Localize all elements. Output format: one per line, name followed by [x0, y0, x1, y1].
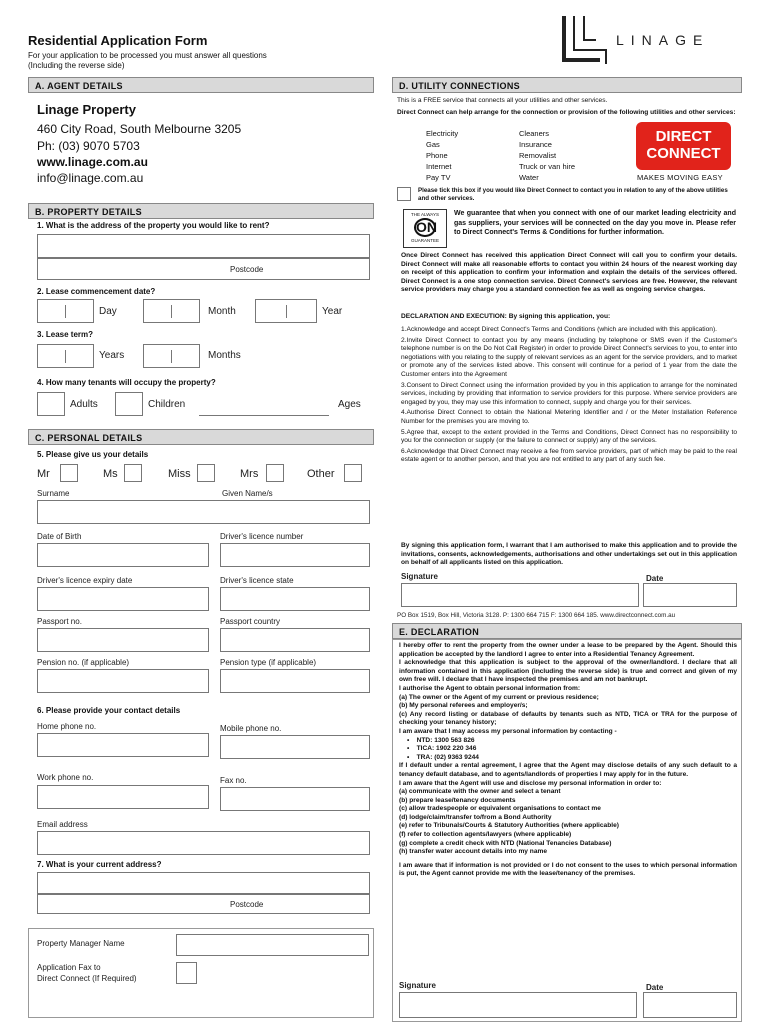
personal-details-heading: C. PERSONAL DETAILS [28, 429, 374, 445]
home-phone-label: Home phone no. [37, 722, 97, 731]
property-manager-field[interactable] [176, 934, 369, 956]
title-miss-label: Miss [168, 468, 191, 480]
children-label: Children [148, 399, 186, 410]
declaration-item: 3.Consent to Direct Connect using the information provided by you in this application to arrange for the nominated services, including by providing that information to service providers for this purpose. Where service providers are engaged by you, they may use this information to connect, supply and charge you for their services. [401, 381, 737, 406]
declaration-item: 2.Invite Direct Connect to contact you by any means (including by telephone or SMS even if the Customer's telephone number is on the Do Not Call Register) in order to provide Direct Connect's services to you, to enter into negotiations with you relating to the supply of relevant services as an agent for the service providers, and to market or promote any of the services listed above. This consent will continue for a period of 1 year from the date the Customer enters into the Agreement [401, 336, 737, 378]
declaration-item: 6.Acknowledge that Direct Connect may receive a fee from service providers, part of which may be paid to the real estate agent or to another person, and that you are not entitled to any part of any such fee. [401, 447, 737, 464]
linage-logo [560, 14, 610, 66]
home-phone-field[interactable] [37, 733, 209, 757]
declaration-paragraph: I am aware that if information is not provided or I do not consent to the uses to which personal information is put, the Agent cannot provide me with the lease/tenancy of the premises. [399, 861, 737, 878]
utility-item: Gas [426, 140, 440, 149]
licence-expiry-field[interactable] [37, 587, 209, 611]
warrant-text: By signing this application form, I warrant that I am authorised to make this application and to provide the invitations, consents, acknowledgements, authorisations and other undertakings set out in this application on behalf of all applicants listed on this application. [401, 542, 737, 566]
declaration-list-item: (c) Any record listing or database of defaults by tenants such as NTD, TICA or TRA for the purpose of checking your tenancy history; [399, 710, 737, 727]
declaration-signature-field[interactable] [399, 992, 637, 1018]
question-your-details: 5. Please give us your details [37, 450, 149, 459]
bullet-text: TICA: 1902 220 346 [416, 745, 477, 753]
question-lease-term: 3. Lease term? [37, 330, 94, 339]
fax-field[interactable] [220, 787, 370, 811]
property-address-field[interactable] [37, 234, 370, 258]
declaration-list-item: (a) The owner or the Agent of my current or previous residence; [399, 693, 599, 701]
pension-label: Pension no. (if applicable) [37, 658, 130, 667]
ages-label: Ages [338, 399, 361, 410]
utility-item: Insurance [519, 140, 552, 149]
property-details-heading: B. PROPERTY DETAILS [28, 203, 374, 219]
title-other-checkbox[interactable] [344, 464, 362, 482]
agent-website: www.linage.com.au [37, 155, 148, 169]
passport-country-label: Passport country [220, 617, 281, 626]
form-subtitle-2: (Including the reverse side) [28, 61, 125, 70]
fax-label: Fax no. [220, 776, 247, 785]
mobile-phone-label: Mobile phone no. [220, 724, 282, 733]
declaration-date-field[interactable] [643, 992, 737, 1018]
children-count-field[interactable] [115, 392, 143, 416]
ages-line[interactable] [199, 415, 329, 416]
always-on-badge [403, 209, 447, 248]
title-miss-checkbox[interactable] [197, 464, 215, 482]
declaration-date-label: Date [646, 983, 664, 992]
pension-type-label: Pension type (if applicable) [220, 658, 317, 667]
declaration-paragraph: I hereby offer to rent the property from the owner under a lease to be prepared by the Agent. Should this application be accepted by the landlord I agree to enter into a Residential Tenancy Agreement. [399, 642, 737, 658]
name-field[interactable] [37, 500, 370, 524]
badge-text: THE ALWAYS [411, 212, 439, 217]
utility-signature-field[interactable] [401, 583, 639, 607]
passport-field[interactable] [37, 628, 209, 652]
email-label: Email address [37, 820, 88, 829]
application-fax-label-2: Direct Connect (If Required) [37, 974, 137, 983]
utility-intro-2: Direct Connect can help arrange for the connection or provision of the following utilities and other services: [397, 109, 736, 116]
badge-text: GUARANTEE [410, 238, 439, 243]
title-mr-checkbox[interactable] [60, 464, 78, 482]
year-label: Year [322, 306, 343, 317]
question-lease-commencement: 2. Lease commencement date? [37, 287, 156, 296]
declaration-items [401, 326, 737, 465]
work-phone-label: Work phone no. [37, 773, 94, 782]
postcode-label: Postcode [230, 265, 264, 274]
agent-details-heading: A. AGENT DETAILS [28, 77, 374, 93]
bullet-text: NTD: 1300 563 826 [416, 736, 475, 744]
given-name-label: Given Name/s [222, 489, 273, 498]
dob-field[interactable] [37, 543, 209, 567]
pension-field[interactable] [37, 669, 209, 693]
utility-date-label: Date [646, 574, 664, 583]
current-postcode-label: Postcode [230, 900, 264, 909]
licence-state-field[interactable] [220, 587, 370, 611]
field-divider [171, 305, 172, 318]
field-divider [171, 350, 172, 363]
month-label: Month [208, 306, 236, 317]
pension-type-field[interactable] [220, 669, 370, 693]
adults-count-field[interactable] [37, 392, 65, 416]
field-divider [286, 305, 287, 318]
licence-number-field[interactable] [220, 543, 370, 567]
utility-list-1 [426, 128, 458, 183]
direct-connect-paragraph: Once Direct Connect has received this application Direct Connect will call you to confirm your details. Direct Connect will make all reasonable efforts to contact you within 24 hours of the nearest working day on receipt of this application to confirm your information and explain the details of the services offered. Direct Connect is a one stop connection service. Direct Connect's services are free. However, the relevant service providers may charge you a standard connection fee as well as ongoing service charges. [401, 252, 737, 294]
surname-label: Surname [37, 489, 70, 498]
declaration-execution-title: DECLARATION AND EXECUTION: By signing this application, you: [401, 313, 611, 320]
declaration-list-item: (g) complete a credit check with NTD (National Tenancies Database) [399, 839, 612, 847]
declaration-signature-label: Signature [399, 981, 436, 990]
declaration-list-item: (b) My personal referees and employer/s; [399, 702, 528, 710]
direct-connect-logo [636, 122, 731, 170]
property-manager-label: Property Manager Name [37, 939, 125, 948]
utility-item: Phone [426, 151, 448, 160]
work-phone-field[interactable] [37, 785, 209, 809]
passport-country-field[interactable] [220, 628, 370, 652]
declaration-paragraph: I am aware that I may access my personal information by contacting - [399, 727, 617, 735]
mobile-phone-field[interactable] [220, 735, 370, 759]
agent-email: info@linage.com.au [37, 171, 144, 185]
linage-logo-text: LINAGE [616, 32, 710, 48]
field-divider [65, 305, 66, 318]
licence-state-label: Driver's licence state [220, 576, 294, 585]
declaration-list-item: (e) refer to Tribunals/Courts & Statutory Authorities (where applicable) [399, 822, 619, 830]
declaration-paragraph: If I default under a rental agreement, I agree that the Agent may disclose details of any such default to a tenancy default database, and to agents/landlords of properties I may apply for in the future. [399, 762, 737, 778]
question-contact-details: 6. Please provide your contact details [37, 706, 181, 715]
declaration-item: 4.Authorise Direct Connect to obtain the National Metering Identifier and / or the Meter Installation Reference Number for the premises you are moving to. [401, 409, 737, 425]
utility-intro: This is a FREE service that connects all your utilities and other services. [397, 97, 608, 104]
direct-connect-address: PO Box 1519, Box Hill, Victoria 3128. P: 1300 664 715 F: 1300 664 185. www.directconnect.com.au [397, 612, 676, 619]
licence-expiry-label: Driver's licence expiry date [37, 576, 133, 585]
agent-address: 460 City Road, South Melbourne 3205 [37, 122, 242, 136]
title-other-label: Other [307, 468, 335, 480]
bullet-item: • TICA: 1902 220 346 [407, 745, 477, 753]
agent-name: Linage Property [37, 102, 136, 117]
direct-connect-tagline: MAKES MOVING EASY [637, 173, 723, 182]
form-title: Residential Application Form [28, 33, 208, 48]
declaration-heading: E. DECLARATION [392, 623, 742, 639]
field-divider [65, 350, 66, 363]
months-label: Months [208, 350, 241, 361]
bullet-item: • TRA: (02) 9363 9244 [407, 753, 479, 761]
licence-number-label: Driver's licence number [220, 532, 304, 541]
utility-item: Water [519, 173, 539, 182]
utility-contact-checkbox[interactable] [397, 187, 411, 201]
bullet-list [399, 737, 737, 763]
declaration-list-item: (a) communicate with the owner and select a tenant [399, 788, 561, 796]
current-postcode-field[interactable] [37, 894, 370, 914]
utility-item: Cleaners [519, 129, 550, 138]
bullet-text: TRA: (02) 9363 9244 [416, 753, 479, 761]
utility-tick-text: Please tick this box if you would like Direct Connect to contact you in relation to any of the above utilities and other services. [418, 187, 728, 202]
years-label: Years [99, 350, 125, 361]
guarantee-text: We guarantee that when you connect with one of our market leading electricity and gas suppliers, your services will be connected on the day you move in. Please refer to Direct Connect's Terms & Conditions for further information. [454, 210, 736, 237]
declaration-list-item: (c) allow tradespeople or equivalent organisations to contact me [399, 805, 601, 813]
title-mrs-checkbox[interactable] [266, 464, 284, 482]
utility-list-2 [519, 128, 575, 183]
application-fax-label: Application Fax to [37, 963, 101, 972]
current-address-field[interactable] [37, 872, 370, 894]
utility-item: Electricity [426, 129, 459, 138]
declaration-body [399, 642, 737, 879]
declaration-paragraph: I acknowledge that this application is subject to the approval of the owner/landlord. I declare that all information contained in this application (including the reverse side) is true and correct and given of my own free will. I declare that I have inspected the premises and am not bankrupt. [399, 659, 737, 684]
title-mrs-label: Mrs [240, 468, 259, 480]
utility-signature-label: Signature [401, 572, 438, 581]
declaration-list-item: (h) transfer water account details into my name [399, 848, 548, 856]
question-current-address: 7. What is your current address? [37, 860, 162, 869]
declaration-list-item: (d) lodge/claim/transfer to/from a Bond Authority [399, 813, 552, 821]
title-mr-label: Mr [37, 468, 50, 480]
property-postcode-field[interactable] [37, 258, 370, 280]
declaration-paragraph: I authorise the Agent to obtain personal information from: [399, 684, 581, 692]
utility-item: Internet [426, 162, 452, 171]
badge-on-text: ON [416, 219, 437, 235]
agent-phone: Ph: (03) 9070 5703 [37, 139, 140, 153]
utility-connections-heading: D. UTILITY CONNECTIONS [392, 77, 742, 93]
adults-label: Adults [70, 399, 98, 410]
question-property-address: 1. What is the address of the property you would like to rent? [37, 221, 270, 230]
utility-date-field[interactable] [643, 583, 737, 607]
passport-label: Passport no. [37, 617, 82, 626]
title-ms-checkbox[interactable] [124, 464, 142, 482]
declaration-paragraph: I am aware that the Agent will use and disclose my personal information in order to: [399, 779, 662, 787]
logo-line: CONNECT [646, 145, 721, 162]
day-label: Day [99, 306, 117, 317]
logo-line: DIRECT [655, 128, 712, 145]
declaration-item: 5.Agree that, except to the extent provided in the Terms and Conditions, Direct Connect has no responsibility to you for the connection or supply (or the failure to connect or supply) any of the services. [401, 428, 737, 445]
utility-item: Pay TV [426, 173, 451, 182]
fax-direct-connect-checkbox[interactable] [176, 962, 197, 984]
question-tenants: 4. How many tenants will occupy the property? [37, 378, 216, 387]
utility-item: Removalist [519, 151, 557, 160]
utility-item: Truck or van hire [519, 162, 575, 171]
title-ms-label: Ms [103, 468, 118, 480]
email-field[interactable] [37, 831, 370, 855]
dob-label: Date of Birth [37, 532, 82, 541]
form-subtitle: For your application to be processed you must answer all questions [28, 51, 267, 60]
bullet-item: • NTD: 1300 563 826 [407, 736, 475, 744]
declaration-item: 1.Acknowledge and accept Direct Connect's Terms and Conditions (which are included with this application). [401, 326, 717, 333]
declaration-list-item: (f) refer to collection agents/lawyers (where applicable) [399, 831, 572, 839]
declaration-list-item: (b) prepare lease/tenancy documents [399, 796, 516, 804]
